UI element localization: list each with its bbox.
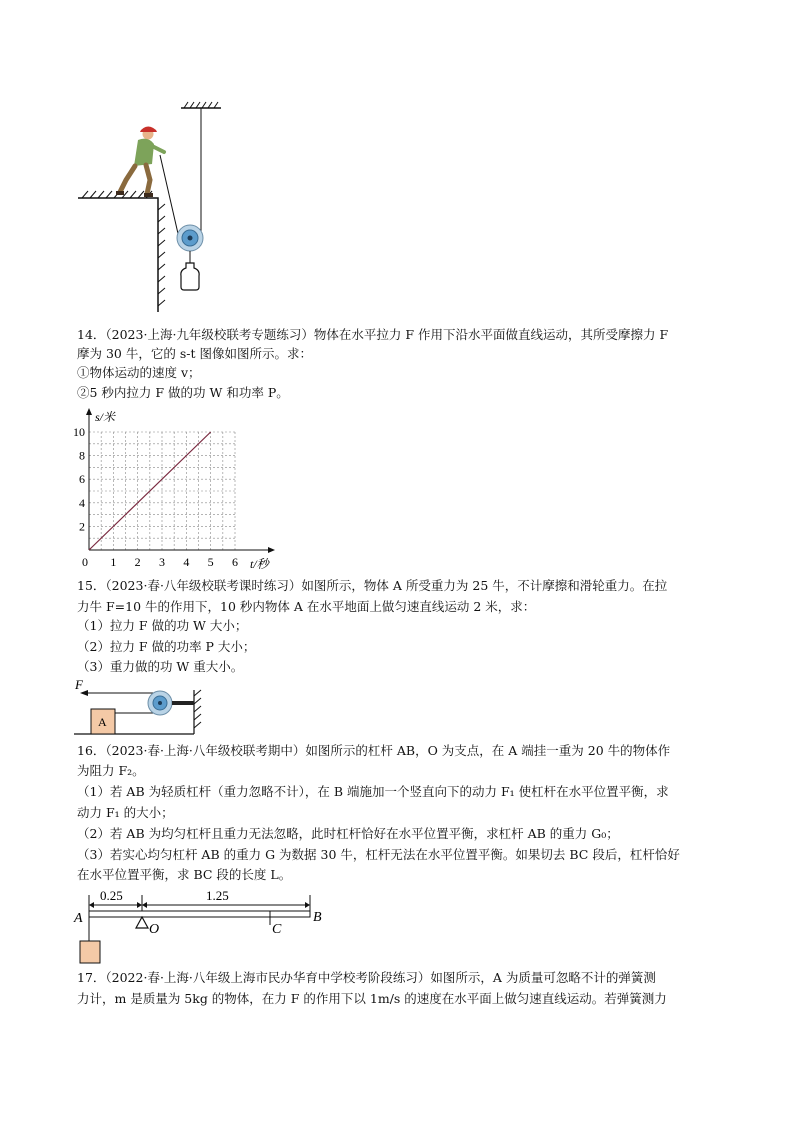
fig15-force-label: F (75, 677, 83, 692)
q16-stem-line2: 为阻力 F₂。 (77, 763, 145, 778)
graph-xlabel: t/秒 (250, 557, 269, 571)
x-tick-label: 3 (159, 555, 165, 569)
graph-ylabel: s/米 (95, 410, 116, 424)
q15-sub3: （3）重力做的功 W 重大小。 (77, 659, 244, 674)
q14-stem-line2: 摩为 30 牛，它的 s-t 图像如图所示。求： (77, 346, 312, 361)
q16-sub3-line2: 在水平位置平衡，求 BC 段的长度 L。 (77, 867, 292, 882)
q17-stem-line1: 17．（2022·春·上海·八年级上海市民办华育中学校考阶段练习）如图所示，A 为质量可忽略不计的弹簧测 (77, 970, 656, 985)
y-tick-label: 6 (79, 472, 85, 487)
fig15-block-label: A (98, 715, 107, 729)
y-tick-label: 4 (79, 495, 85, 510)
y-tick-label: 10 (73, 425, 85, 439)
q16-stem-line1: 16．（2023·春·上海·八年级校联考期中）如图所示的杠杆 AB，O 为支点，在 A 端挂一重为 20 牛的物体作 (77, 743, 671, 758)
fig16-point-B: B (313, 910, 322, 925)
q14-stem-line1: 14．（2023·上海·九年级校联考专题练习）物体在水平拉力 F 作用下沿水平面做直线运动，其所受摩擦力 F (77, 327, 669, 342)
x-tick-label: 2 (134, 555, 141, 569)
graph-grid (89, 432, 235, 550)
q14-sub2: ②5 秒内拉力 F 做的功 W 和功率 P。 (77, 385, 289, 400)
q15-sub2: （2）拉力 F 做的功率 P 大小； (77, 639, 256, 654)
x-tick-label: 0 (82, 555, 88, 569)
q15-stem-line2: 力牛 F=10 牛的作用下，10 秒内物体 A 在水平地面上做匀速直线运动 2 米，求： (77, 599, 536, 614)
q17-stem-line2: 力计，m 是质量为 5kg 的物体，在力 F 的作用下以 1m/s 的速度在水平面上做匀速直线运动。若弹簧测力 (77, 991, 667, 1006)
x-tick-label: 6 (232, 555, 238, 569)
x-tick-label: 4 (183, 555, 190, 569)
q15-stem-line1: 15．（2023·春·八年级校联考课时练习）如图所示，物体 A 所受重力为 25 牛，不计摩擦和滑轮重力。在拉 (77, 578, 668, 593)
q16-sub1-line2: 动力 F₁ 的大小； (77, 805, 174, 820)
x-tick-label: 1 (110, 555, 117, 569)
pulley-block-figure (72, 676, 212, 738)
fig16-dim2-label: 1.25 (206, 888, 229, 903)
y-tick-label: 8 (79, 448, 85, 463)
pulley-man-figure (76, 100, 236, 315)
q16-sub3-line1: （3）若实心均匀杠杆 AB 的重力 G 为数据 30 牛，杠杆无法在水平位置平衡。如果切去 BC 段后，杠杆恰好 (77, 847, 680, 862)
q16-sub2: （2）若 AB 为均匀杠杆且重力无法忽略，此时杠杆恰好在水平位置平衡，求杠杆 AB 的重力 G₀； (77, 826, 619, 841)
fig16-dim1-label: 0.25 (100, 888, 123, 903)
q15-sub1: （1）拉力 F 做的功 W 大小； (77, 618, 248, 633)
fig16-point-C: C (272, 922, 282, 937)
fig16-point-A: A (74, 911, 83, 926)
q16-sub1-line1: （1）若 AB 为轻质杠杆（重力忽略不计），在 B 端施加一个竖直向下的动力 F₁ 使杠杆在水平位置平衡，求 (77, 784, 669, 799)
man-icon (116, 127, 164, 198)
y-tick-label: 2 (79, 519, 85, 534)
lever-figure (70, 885, 340, 967)
q14-sub1: ①物体运动的速度 v； (77, 365, 201, 380)
fig16-point-O: O (149, 922, 160, 937)
st-graph (70, 405, 290, 573)
x-tick-label: 5 (207, 555, 214, 569)
